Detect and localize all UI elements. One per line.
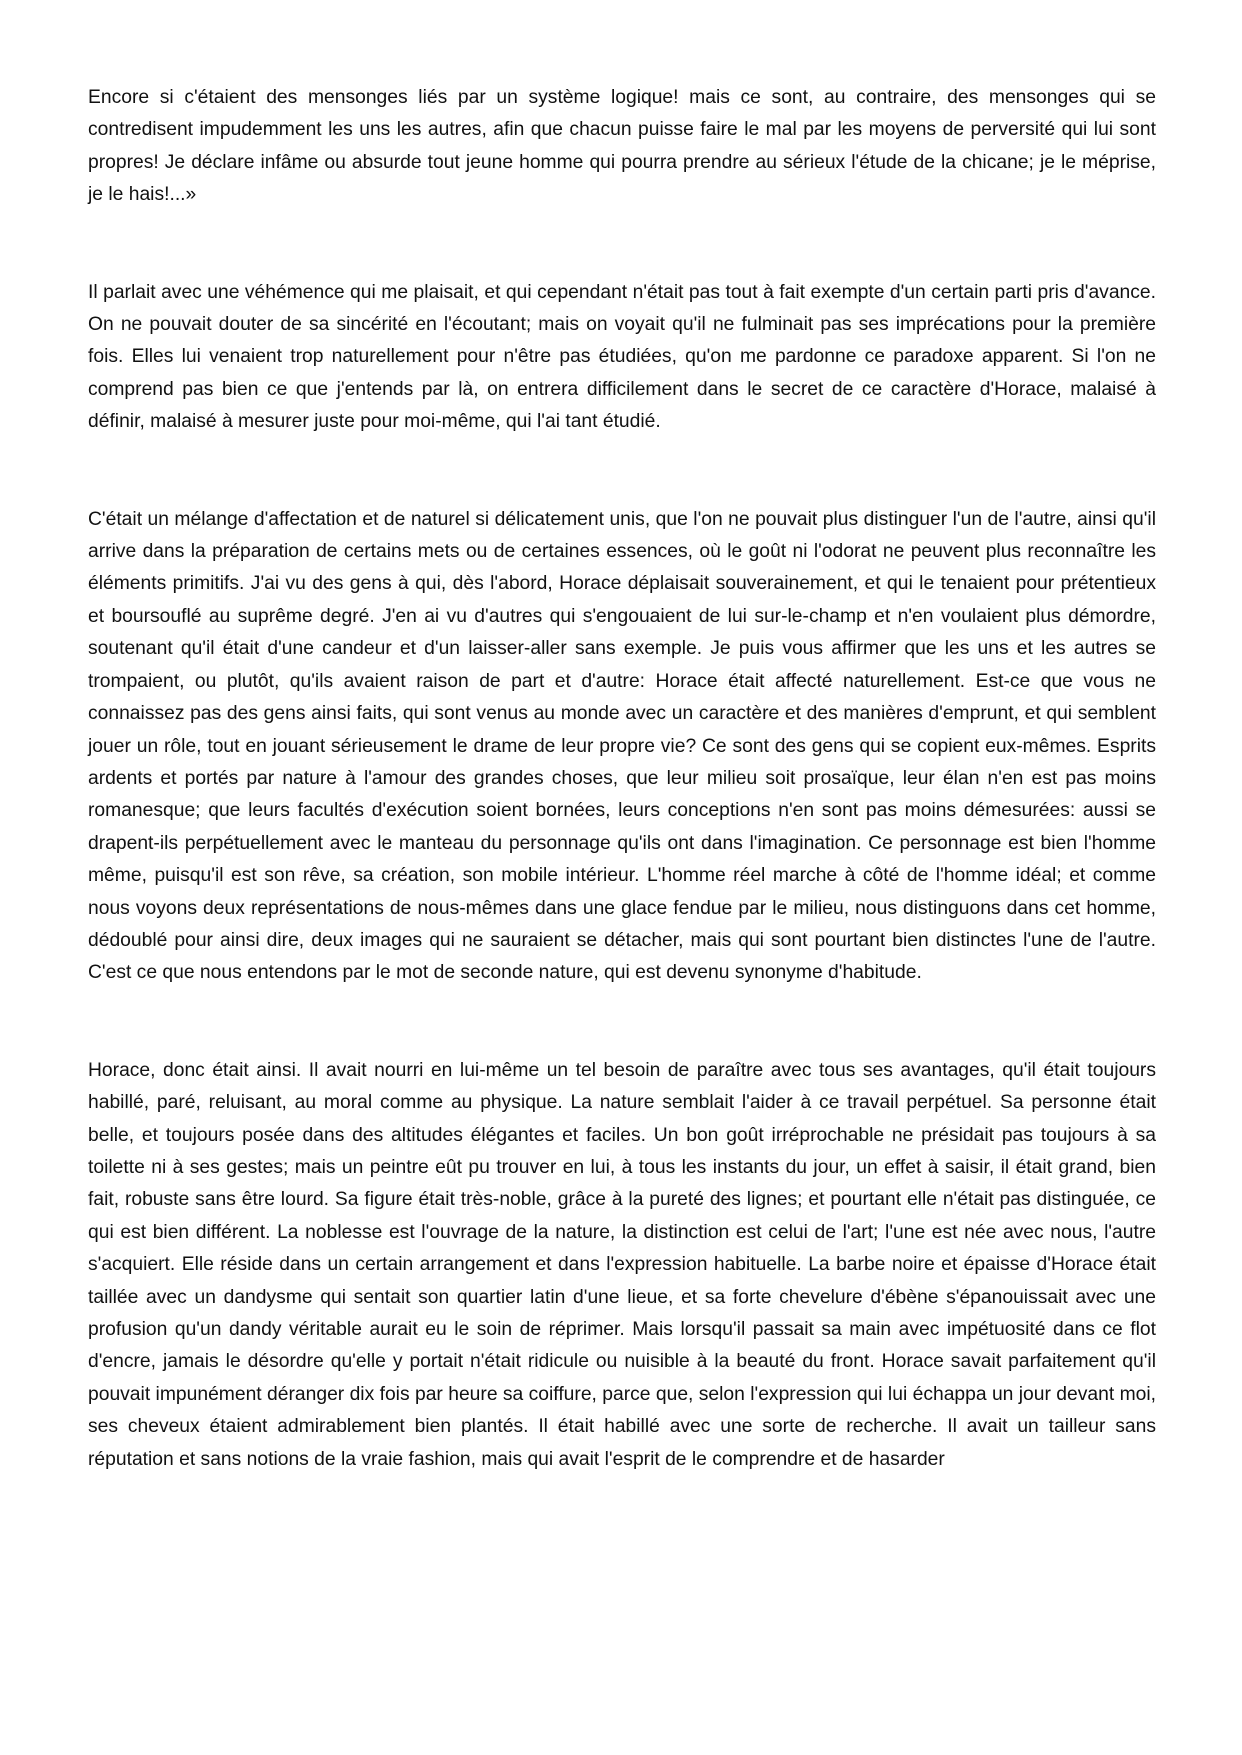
paragraph-3: C'était un mélange d'affectation et de naturel si délicatement unis, que l'on ne pouvait plus distinguer l'un de l'autre, ainsi qu'il arrive dans la préparation de certains mets ou de certaines essences, où le goût ni l'odorat ne peuvent plus reconnaître les éléments primitifs. J'ai vu des gens à qui, dès l'abord, Horace déplaisait souverainement, et qui le tenaient pour prétentieux et boursouflé au suprême degré. J'en ai vu d'autres qui s'engouaient de lui sur-le-champ et n'en voulaient plus démordre, soutenant qu'il était d'une candeur et d'un laisser-aller sans exemple. Je puis vous affirmer que les uns et les autres se trompaient, ou plutôt, qu'ils avaient raison de part et d'autre: Horace était affecté naturellement. Est-ce que vous ne connaissez pas des gens ainsi faits, qui sont venus au monde avec un caractère et des manières d'emprunt, et qui semblent jouer un rôle, tout en jouant sérieusement le drame de leur propre vie? Ce sont des gens qui se copient eux-mêmes. Esprits ardents et portés par nature à l'amour des grandes choses, que leur milieu soit prosaïque, leur élan n'en est pas moins romanesque; que leurs facultés d'exécution soient bornées, leurs conceptions n'en sont pas moins démesurées: aussi se drapent-ils perpétuellement avec le manteau du personnage qu'ils ont dans l'imagination. Ce personnage est bien l'homme même, puisqu'il est son rêve, sa création, son mobile intérieur. L'homme réel marche à côté de l'homme idéal; et comme nous voyons deux représentations de nous-mêmes dans une glace fendue par le milieu, nous distinguons dans cet homme, dédoublé pour ainsi dire, deux images qui ne sauraient se détacher, mais qui sont pourtant bien distinctes l'une de l'autre. C'est ce que nous entendons par le mot de seconde nature, qui est devenu synonyme d'habitude. xyxy=(88,508,1156,984)
document-page xyxy=(88,82,1156,1476)
paragraph-2: Il parlait avec une véhémence qui me plaisait, et qui cependant n'était pas tout à fait exempte d'un certain parti pris d'avance. On ne pouvait douter de sa sincérité en l'écoutant; mais on voyait qu'il ne fulminait pas ses imprécations pour la première fois. Elles lui venaient trop naturellement pour n'être pas étudiées, qu'on me pardonne ce paradoxe apparent. Si l'on ne comprend pas bien ce que j'entends par là, on entrera difficilement dans le secret de ce caractère d'Horace, malaisé à définir, malaisé à mesurer juste pour moi-même, qui l'ai tant étudié. xyxy=(88,281,1156,433)
paragraph-1: Encore si c'étaient des mensonges liés par un système logique! mais ce sont, au contraire, des mensonges qui se contredisent impudemment les uns les autres, afin que chacun puisse faire le mal par les moyens de perversité qui lui sont propres! Je déclare infâme ou absurde tout jeune homme qui pourra prendre au sérieux l'étude de la chicane; je le méprise, je le hais!...» xyxy=(88,87,1156,206)
paragraph-4: Horace, donc était ainsi. Il avait nourri en lui-même un tel besoin de paraître avec tous ses avantages, qu'il était toujours habillé, paré, reluisant, au moral comme au physique. La nature semblait l'aider à ce travail perpétuel. Sa personne était belle, et toujours posée dans des altitudes élégantes et faciles. Un bon goût irréprochable ne présidait pas toujours à sa toilette ni à ses gestes; mais un peintre eût pu trouver en lui, à tous les instants du jour, un effet à saisir, il était grand, bien fait, robuste sans être lourd. Sa figure était très-noble, grâce à la pureté des lignes; et pourtant elle n'était pas distinguée, ce qui est bien différent. La noblesse est l'ouvrage de la nature, la distinction est celui de l'art; l'une est née avec nous, l'autre s'acquiert. Elle réside dans un certain arrangement et dans l'expression habituelle. La barbe noire et épaisse d'Horace était taillée avec un dandysme qui sentait son quartier latin d'une lieue, et sa forte chevelure d'ébène s'épanouissait avec une profusion qu'un dandy véritable aurait eu le soin de réprimer. Mais lorsqu'il passait sa main avec impétuosité dans ce flot d'encre, jamais le désordre qu'elle y portait n'était ridicule ou nuisible à la beauté du front. Horace savait parfaitement qu'il pouvait impunément déranger dix fois par heure sa coiffure, parce que, selon l'expression qui lui échappa un jour devant moi, ses cheveux étaient admirablement bien plantés. Il était habillé avec une sorte de recherche. Il avait un tailleur sans réputation et sans notions de la vraie fashion, mais qui avait l'esprit de le comprendre et de hasarder xyxy=(88,1059,1156,1470)
